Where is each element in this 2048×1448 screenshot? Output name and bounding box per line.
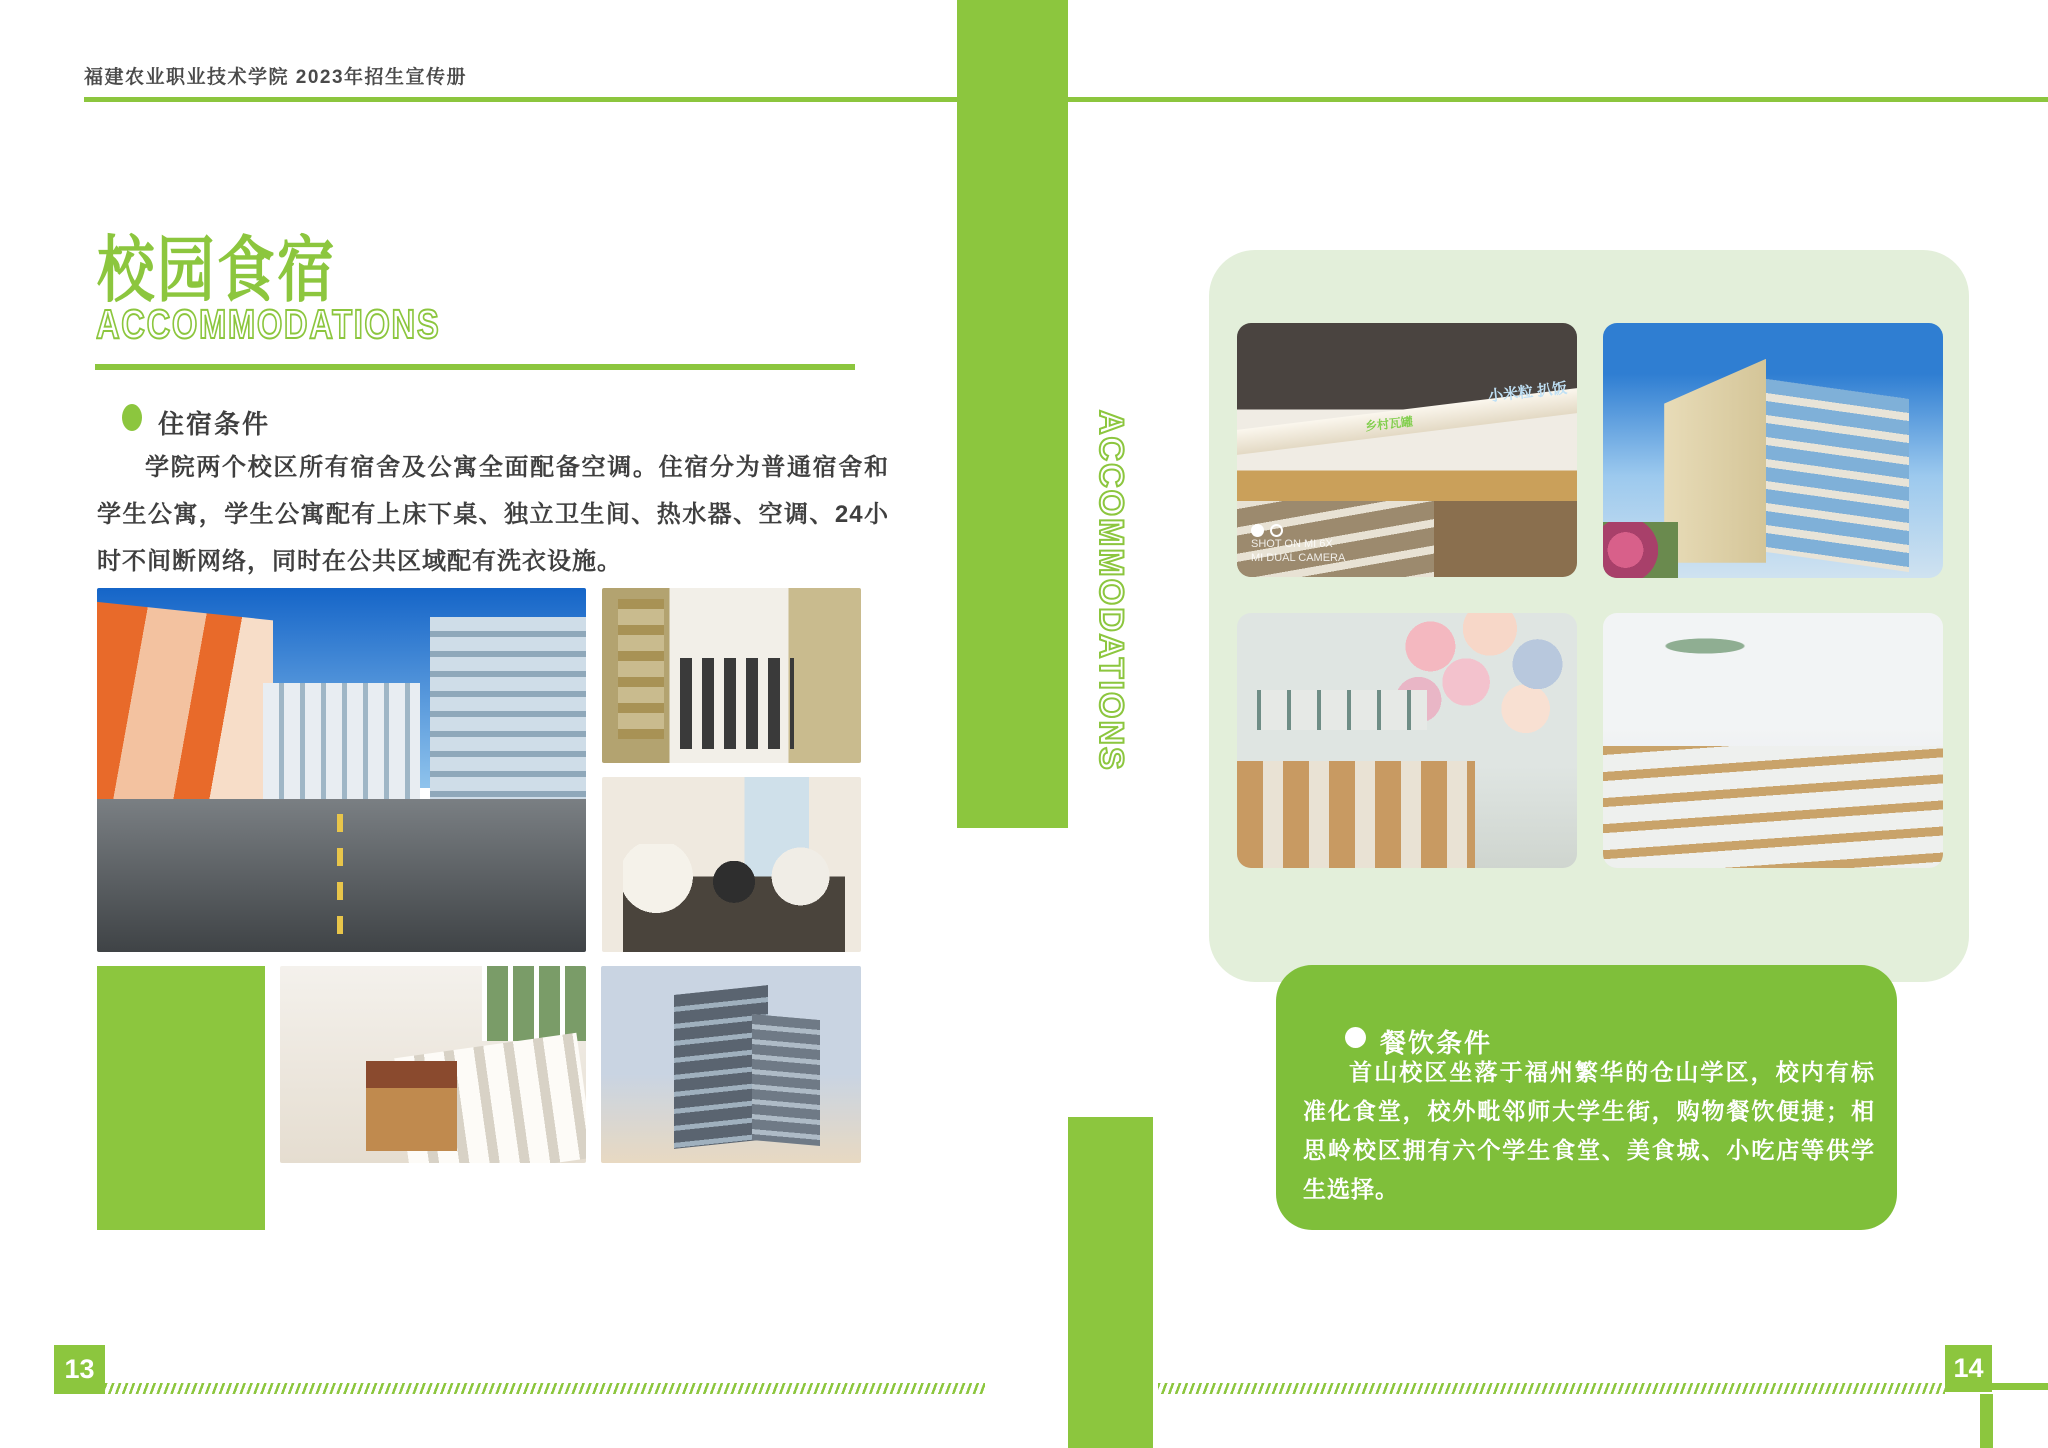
watermark-line1: SHOT ON MI 6X xyxy=(1251,538,1333,550)
page-title: 校园食宿 xyxy=(97,231,338,311)
bullet-icon xyxy=(1345,1027,1366,1048)
tail-line xyxy=(1992,1383,2048,1390)
photo-dorm-interior xyxy=(602,588,861,763)
photo-panel xyxy=(1209,250,1969,982)
photo-ceiling-fan xyxy=(1637,633,1773,659)
photo-road-line xyxy=(337,814,343,945)
photo-building-windows xyxy=(1766,379,1909,572)
dining-heading: 餐饮条件 xyxy=(1380,1028,1493,1058)
camera-watermark-icon xyxy=(1251,524,1283,537)
photo-cafe-tables xyxy=(1237,761,1475,868)
page-number-left: 13 xyxy=(54,1345,105,1394)
tail-strip xyxy=(1980,1394,1993,1448)
photo-canteen-hall xyxy=(1603,613,1943,868)
page-subtitle-en: ACCOMMODATIONS xyxy=(96,301,441,347)
photo-band-figures xyxy=(623,844,846,953)
photo-canteen-building xyxy=(1603,323,1943,578)
photo-canteen-counter xyxy=(1237,323,1577,577)
photo-dorm-band xyxy=(602,777,861,952)
photo-mid-buildings xyxy=(263,683,419,799)
decorative-green-block xyxy=(97,966,265,1230)
page-number-right: 14 xyxy=(1945,1345,1992,1392)
title-underline xyxy=(95,364,855,370)
dining-card xyxy=(1276,965,1897,1230)
spine-bottom-bar xyxy=(1068,1117,1153,1448)
photo-cafe-frame xyxy=(1257,690,1427,731)
photo-window-view xyxy=(482,966,586,1041)
hatch-line-right xyxy=(1158,1383,1945,1394)
photo-watermark xyxy=(1251,537,1345,565)
canteen-sign-rice: 小米粒 扒饭 xyxy=(1487,379,1568,406)
bullet-icon xyxy=(122,404,142,431)
spine-vertical-title: ACCOMMODATIONS xyxy=(1092,410,1130,772)
spine-top-bar xyxy=(957,0,1068,828)
photo-canteen-balloons xyxy=(1237,613,1577,868)
canteen-sign-pot: 乡村瓦罐 xyxy=(1364,414,1414,434)
photo-dorm-building xyxy=(601,966,861,1163)
dining-paragraph: 首山校区坐落于福州繁华的仓山学区，校内有标准化食堂，校外毗邻师大学生街，购物餐饮便捷；相思岭校区拥有六个学生食堂、美食城、小吃店等供学生选择。 xyxy=(1303,1059,1875,1202)
hatch-line-left xyxy=(105,1383,985,1394)
photo-dorm-block xyxy=(430,617,586,821)
photo-dining-rows xyxy=(1603,746,1943,868)
header-title: 福建农业职业技术学院 2023年招生宣传册 xyxy=(84,67,468,88)
watermark-line2: MI DUAL CAMERA xyxy=(1251,552,1346,564)
photo-campus-street xyxy=(97,588,586,952)
photo-flowers xyxy=(1603,522,1678,578)
photo-balcony xyxy=(280,966,586,1163)
lodging-heading: 住宿条件 xyxy=(158,409,271,439)
lodging-paragraph: 学院两个校区所有宿舍及公寓全面配备空调。住宿分为普通宿舍和学生公寓，学生公寓配有上床下桌、独立卫生间、热水器、空调、24小时不间断网络，同时在公共区域配有洗衣设施。 xyxy=(97,454,889,575)
photo-tea-chair xyxy=(366,1061,458,1152)
photo-tower-wing xyxy=(752,1014,820,1146)
photo-building-facade xyxy=(1664,359,1766,563)
photo-bunk-ladder xyxy=(618,599,665,739)
photo-students-group xyxy=(680,658,794,749)
